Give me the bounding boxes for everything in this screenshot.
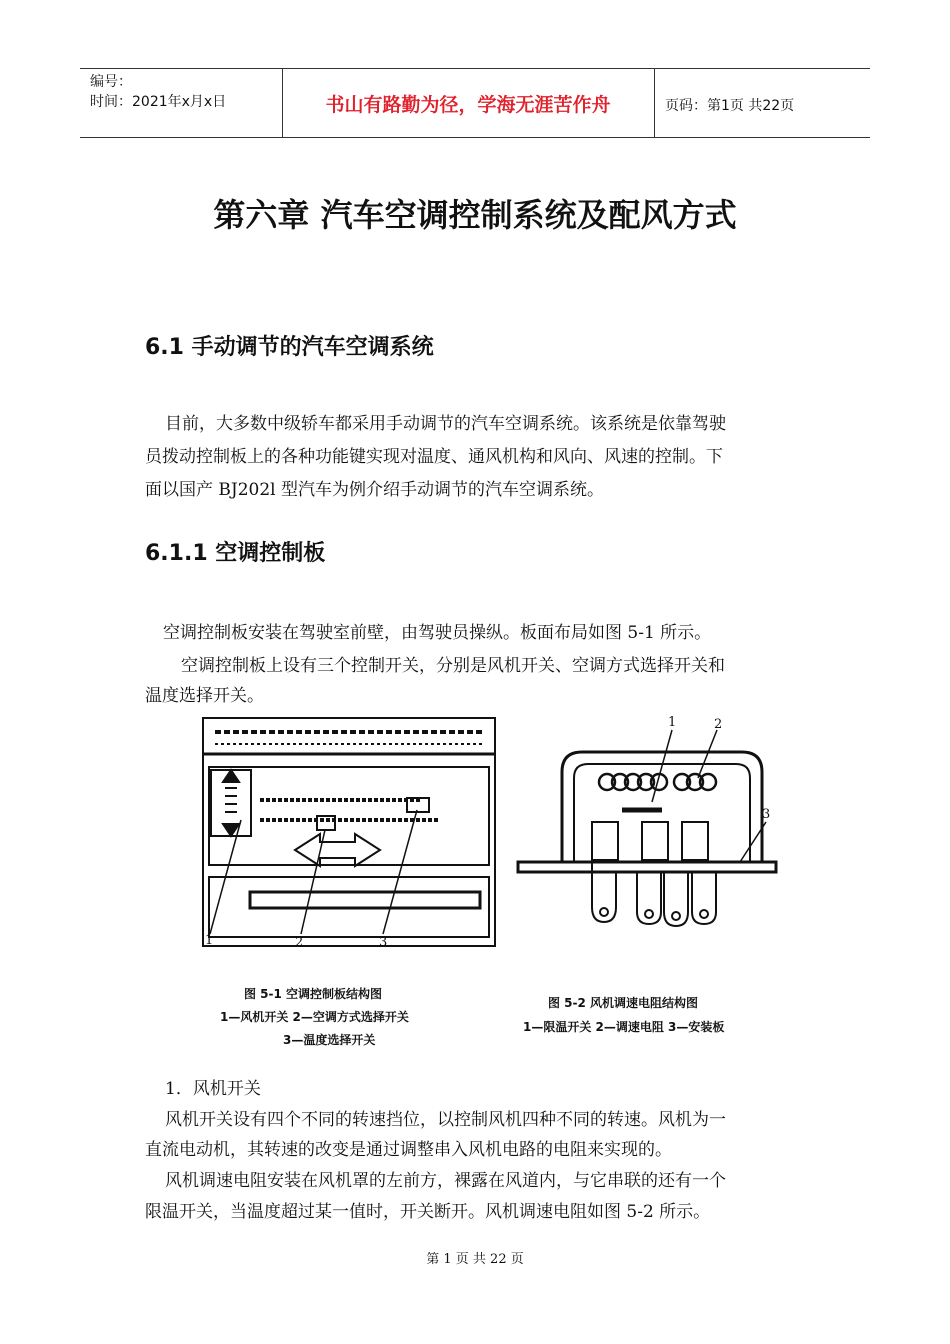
- date-label: 时间：2021年x月x日: [90, 94, 227, 110]
- fig2-caption-title: 图 5-2 风机调速电阻结构图: [548, 996, 699, 1010]
- page-footer: 第 1 页 共 22 页: [426, 1252, 524, 1267]
- header-meta: [80, 69, 283, 137]
- number-label: 编号：: [90, 74, 132, 90]
- header-page-info: 页码：第1页 共22页: [665, 98, 795, 114]
- fan-line-2: 直流电动机，其转速的改变是通过调整串入风机电路的电阻来实现的。: [145, 1140, 672, 1160]
- fan-line-4: 限温开关，当温度超过某一值时，开关断开。风机调速电阻如图 5-2 所示。: [145, 1202, 711, 1222]
- fan-line-3: 风机调速电阻安装在风机罩的左前方，裸露在风道内，与它串联的还有一个: [165, 1171, 726, 1191]
- fig1-caption-title: 图 5-1 空调控制板结构图: [244, 987, 383, 1001]
- chapter-title: 第六章 汽车空调控制系统及配风方式: [213, 196, 737, 234]
- fig1-label-1: 1: [205, 933, 214, 948]
- section-heading: 6.1 手动调节的汽车空调系统: [145, 335, 434, 360]
- fig1-caption-line1: 1—风机开关 2—空调方式选择开关: [220, 1010, 409, 1024]
- fig1-label-3: 3: [379, 935, 388, 950]
- panel-line-2: 空调控制板上设有三个控制开关，分别是风机开关、空调方式选择开关和: [181, 656, 725, 676]
- fig2-label-1: 1: [668, 715, 677, 730]
- fig2-caption-line1: 1—限温开关 2—调速电阻 3—安装板: [523, 1020, 725, 1034]
- figure-speed-resistor: [512, 712, 782, 962]
- fan-heading: 1．风机开关: [165, 1079, 261, 1099]
- fig2-label-2: 2: [714, 717, 723, 732]
- panel-line-1: 空调控制板安装在驾驶室前壁，由驾驶员操纵。板面布局如图 5-1 所示。: [163, 623, 712, 643]
- figure-control-panel: [195, 712, 505, 952]
- subsection-heading: 6.1.1 空调控制板: [145, 541, 326, 566]
- intro-line-2: 员拨动控制板上的各种功能键实现对温度、通风机构和风向、风速的控制。下: [145, 447, 723, 467]
- intro-line-1: 目前，大多数中级轿车都采用手动调节的汽车空调系统。该系统是依靠驾驶: [165, 414, 726, 434]
- fan-line-1: 风机开关设有四个不同的转速挡位，以控制风机四种不同的转速。风机为一: [165, 1110, 726, 1130]
- panel-line-3: 温度选择开关。: [145, 686, 264, 706]
- fig1-caption-line2: 3—温度选择开关: [283, 1033, 376, 1047]
- intro-line-3: 面以国产 BJ202l 型汽车为例介绍手动调节的汽车空调系统。: [145, 480, 604, 500]
- fig1-label-2: 2: [295, 935, 304, 950]
- header-motto: 书山有路勤为径，学海无涯苦作舟: [282, 69, 655, 137]
- fig2-label-3: 3: [762, 807, 771, 822]
- header-table: [80, 68, 870, 138]
